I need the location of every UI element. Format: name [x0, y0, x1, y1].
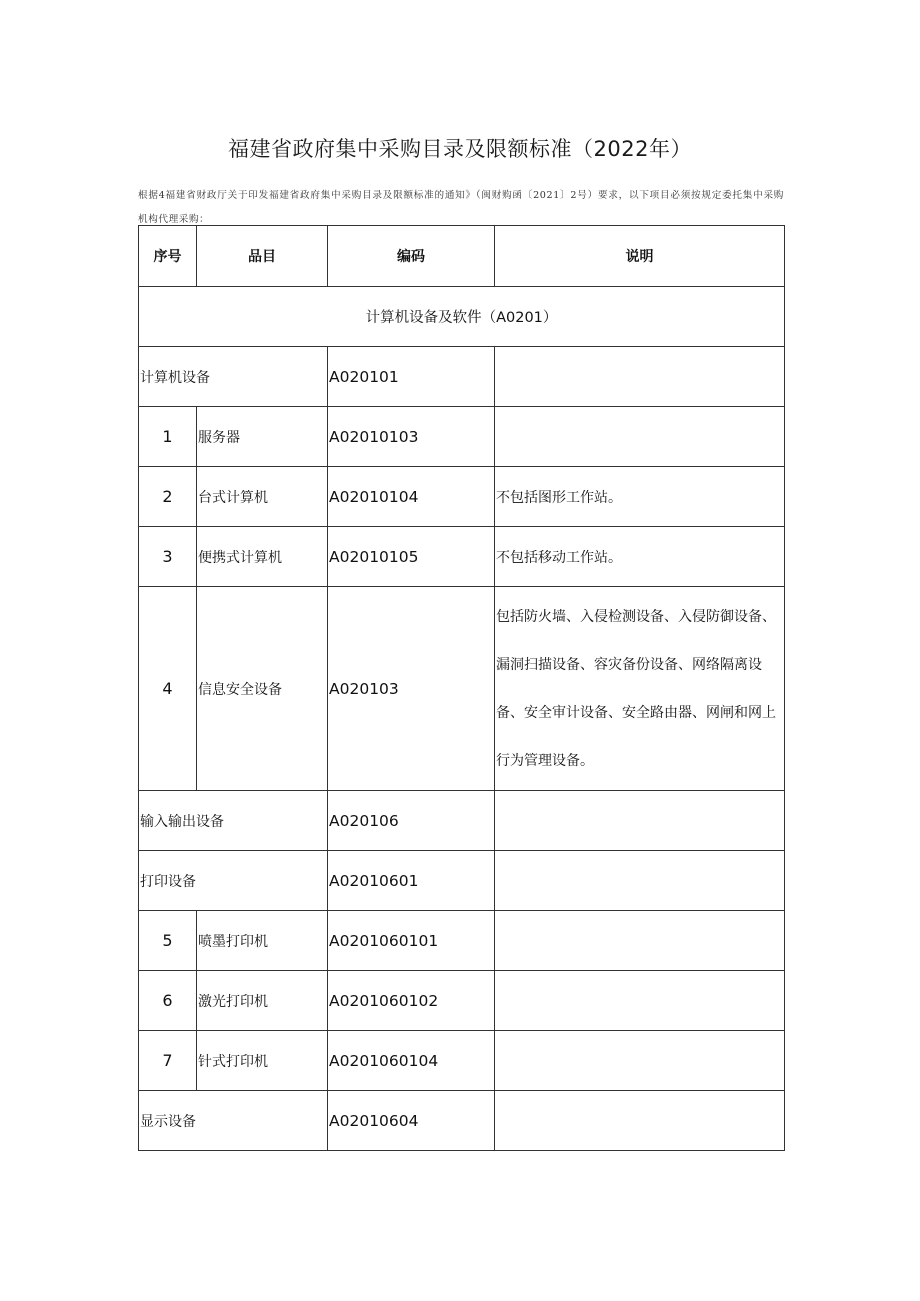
- row-no: 5: [139, 911, 197, 971]
- row-desc: [495, 407, 785, 467]
- catalog-table: [138, 225, 785, 1151]
- row-no: 6: [139, 971, 197, 1031]
- row-name: 台式计算机: [197, 467, 328, 527]
- group-name: 输入输出设备: [139, 791, 328, 851]
- group-row-computer: [139, 347, 785, 407]
- row-name: 激光打印机: [197, 971, 328, 1031]
- row-no: 3: [139, 527, 197, 587]
- row-desc: [495, 911, 785, 971]
- header-no: 序号: [139, 226, 197, 287]
- row-code: A0201060104: [328, 1031, 495, 1091]
- group-code: A020101: [328, 347, 495, 407]
- table-row: [139, 1031, 785, 1091]
- section-row: [139, 287, 785, 347]
- row-name: 服务器: [197, 407, 328, 467]
- row-desc: [495, 1031, 785, 1091]
- row-desc: 包括防火墙、入侵检测设备、入侵防御设备、漏洞扫描设备、容灾备份设备、网络隔离设备、安全审计设备、安全路由器、网闸和网上行为管理设备。: [495, 587, 785, 791]
- row-desc: [495, 971, 785, 1031]
- table-row: [139, 407, 785, 467]
- group-row-print: [139, 851, 785, 911]
- group-code: A02010601: [328, 851, 495, 911]
- section-title: 计算机设备及软件（A0201）: [139, 287, 785, 347]
- table-row: [139, 527, 785, 587]
- group-name: 打印设备: [139, 851, 328, 911]
- row-name: 信息安全设备: [197, 587, 328, 791]
- table-row: [139, 587, 785, 791]
- group-name: 显示设备: [139, 1091, 328, 1151]
- page-title: 福建省政府集中采购目录及限额标准（2022年）: [228, 137, 692, 161]
- group-desc: [495, 1091, 785, 1151]
- table-row: [139, 467, 785, 527]
- table-row: [139, 971, 785, 1031]
- header-row: [139, 226, 785, 287]
- row-code: A02010103: [328, 407, 495, 467]
- group-name: 计算机设备: [139, 347, 328, 407]
- row-no: 7: [139, 1031, 197, 1091]
- header-desc: 说明: [495, 226, 785, 287]
- row-code: A02010105: [328, 527, 495, 587]
- group-desc: [495, 347, 785, 407]
- row-name: 喷墨打印机: [197, 911, 328, 971]
- row-name: 针式打印机: [197, 1031, 328, 1091]
- group-code: A020106: [328, 791, 495, 851]
- row-code: A0201060102: [328, 971, 495, 1031]
- row-no: 2: [139, 467, 197, 527]
- row-desc: 不包括图形工作站。: [495, 467, 785, 527]
- row-no: 4: [139, 587, 197, 791]
- header-item: 品目: [197, 226, 328, 287]
- header-code: 编码: [328, 226, 495, 287]
- group-row-io: [139, 791, 785, 851]
- row-code: A02010104: [328, 467, 495, 527]
- group-row-display: [139, 1091, 785, 1151]
- row-no: 1: [139, 407, 197, 467]
- table-row: [139, 911, 785, 971]
- group-code: A02010604: [328, 1091, 495, 1151]
- row-name: 便携式计算机: [197, 527, 328, 587]
- group-desc: [495, 791, 785, 851]
- row-desc: 不包括移动工作站。: [495, 527, 785, 587]
- row-code: A020103: [328, 587, 495, 791]
- group-desc: [495, 851, 785, 911]
- intro-paragraph: 根据4福建省财政厅关于印发福建省政府集中采购目录及限额标准的通知》（闽财购函〔2021〕2号）要求，以下项目必须按规定委托集中采购机构代理采购：: [138, 190, 784, 225]
- row-code: A0201060101: [328, 911, 495, 971]
